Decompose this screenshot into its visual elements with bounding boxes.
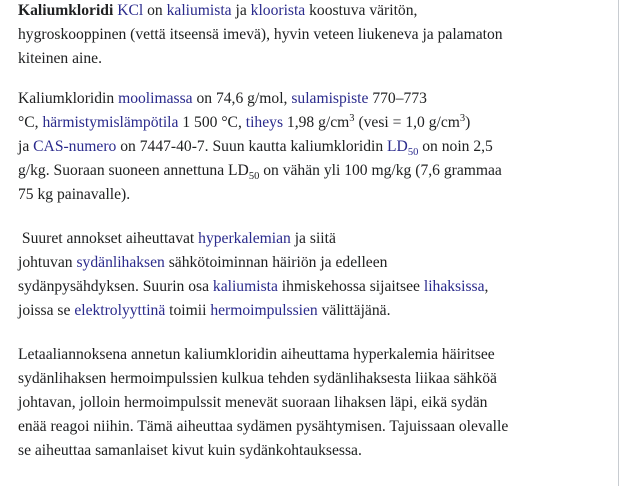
link-cas-numero[interactable]: CAS-numero xyxy=(33,138,117,155)
text-line: johtuvan sydänlihaksen sähkötoiminnan häiriön ja edelleen xyxy=(18,254,388,271)
link-harmistymislampotila[interactable]: härmistymislämpötila xyxy=(42,114,179,131)
text-line: enää reagoi niihin. Tämä aiheuttaa sydämen pysähtymisen. Tajuissaan olevalle xyxy=(18,418,509,435)
text-line: 75 kg painavalle). xyxy=(18,186,131,203)
link-moolimassa[interactable]: moolimassa xyxy=(118,90,193,107)
link-hyperkalemian[interactable]: hyperkalemian xyxy=(198,230,291,247)
text-line: °C, härmistymislämpötila 1 500 °C, tiheys 1,98 $g/cm^3$ (vesi = 1,0 $g/cm^3$) xyxy=(18,113,471,131)
text-line: g/kg. Suoraan suoneen annettuna $LD_{50}$ on vähän yli 100 mg/kg (7,6 grammaa xyxy=(18,162,502,182)
text-line: johtavan, jolloin hermoimpulssit menevät suoraan lihaksen läpi, eikä sydän xyxy=(18,394,488,411)
link-kaliumista-2[interactable]: kaliumista xyxy=(212,278,278,295)
link-lihaksissa[interactable]: lihaksissa xyxy=(423,278,485,295)
link-elektrolyyttina[interactable]: elektrolyyttinä xyxy=(74,302,166,319)
text-line: se aiheuttaa samanlaiset kivut kuin sydänkohtauksessa. xyxy=(18,442,362,459)
text-line: ja CAS-numero on 7447-40-7. Suun kautta kaliumkloridin $LD_{50}$ on noin 2,5 xyxy=(18,138,493,158)
right-border xyxy=(618,0,619,486)
article-title-bold: Kaliumkloridi xyxy=(18,2,114,19)
link-sulamispiste[interactable]: sulamispiste xyxy=(291,90,369,107)
link-ld50[interactable]: $LD_{50}$ xyxy=(387,138,419,158)
text-line: kiteinen aine. xyxy=(18,50,102,67)
text-line: Suuret annokset aiheuttavat hyperkalemian ja siitä xyxy=(18,230,336,247)
link-kloorista[interactable]: kloorista xyxy=(250,2,306,19)
text-line: Kaliumkloridi KCl on kaliumista ja kloorista koostuva väritön, xyxy=(18,2,418,19)
text-line: Kaliumkloridin moolimassa on 74,6 g/mol, sulamispiste 770–773 xyxy=(18,90,427,107)
link-hermoimpulssien[interactable]: hermoimpulssien xyxy=(210,302,318,319)
link-sydanlihaksen[interactable]: sydänlihaksen xyxy=(76,254,165,271)
text-line: sydänlihaksen hermoimpulssien kulkua tehden sydänlihaksesta liikaa sähköä xyxy=(18,370,497,387)
text-line: sydänpysähdyksen. Suurin osa kaliumista ihmiskehossa sijaitsee lihaksissa, xyxy=(18,278,489,295)
text-line: hygroskooppinen (vettä itseensä imevä), hyvin veteen liukeneva ja palamaton xyxy=(18,26,503,43)
text-line: joissa se elektrolyyttinä toimii hermoimpulssien välittäjänä. xyxy=(18,302,391,319)
text-line: Letaaliannoksena annetun kaliumkloridin aiheuttama hyperkalemia häiritsee xyxy=(18,346,495,363)
link-kcl[interactable]: KCl xyxy=(117,2,144,19)
link-kaliumista[interactable]: kaliumista xyxy=(166,2,232,19)
link-tiheys[interactable]: tiheys xyxy=(245,114,284,131)
